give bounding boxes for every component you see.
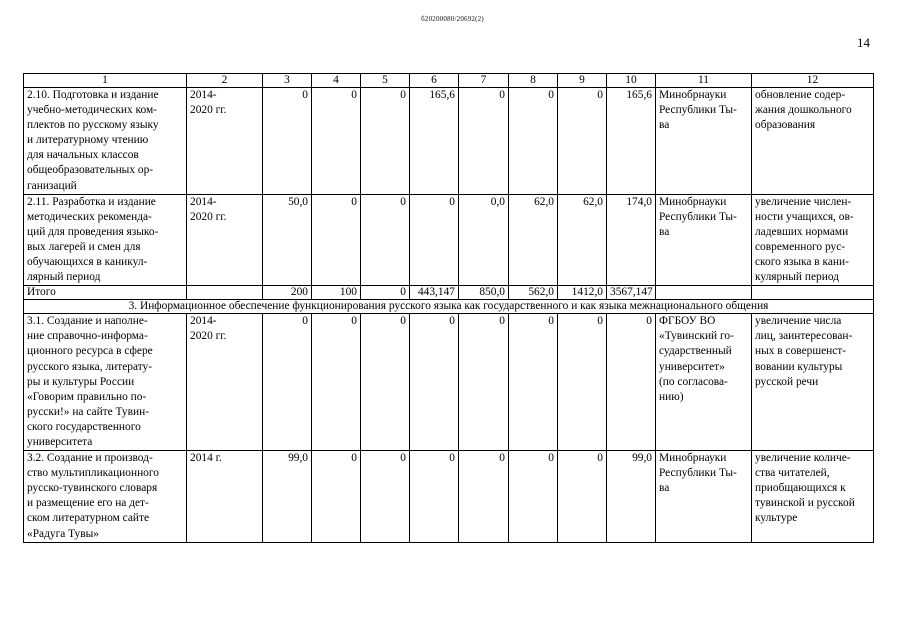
column-header: 3 (263, 74, 312, 88)
expected-result: обновление содер- жания дошкольного образования (752, 88, 874, 195)
value-cell: 0 (361, 194, 410, 286)
total-value: 3567,147 (607, 286, 656, 300)
measure-name: 2.10. Подготовка и издание учебно-методических ком- плектов по русскому языку и литературному чтению для начальных классов общеобразовательных ор- ганизаций (24, 88, 187, 195)
total-value: 0 (361, 286, 410, 300)
value-cell: 0 (312, 314, 361, 451)
period: 2014- 2020 гг. (187, 314, 263, 451)
column-header: 1 (24, 74, 187, 88)
column-header: 10 (607, 74, 656, 88)
total-row (24, 286, 874, 300)
value-cell: 50,0 (263, 194, 312, 286)
column-header: 5 (361, 74, 410, 88)
value-cell: 165,6 (410, 88, 459, 195)
value-cell: 0 (607, 314, 656, 451)
column-header: 9 (558, 74, 607, 88)
expected-result: увеличение числен- ности учащихся, ов- ладевших нормами современного рус- ского языка в кани- кулярный период (752, 194, 874, 286)
value-cell: 0 (558, 451, 607, 543)
value-cell: 0 (459, 451, 509, 543)
period: 2014 г. (187, 451, 263, 543)
column-header: 4 (312, 74, 361, 88)
expected-result: увеличение числа лиц, заинтересован- ных в совершенст- вовании культуры русской речи (752, 314, 874, 451)
table-row (24, 314, 874, 451)
table-row (24, 194, 874, 286)
value-cell: 0 (509, 88, 558, 195)
table-row (24, 451, 874, 543)
value-cell: 0 (558, 314, 607, 451)
period: 2014- 2020 гг. (187, 88, 263, 195)
measure-name: 3.1. Создание и наполне- ние справочно-информа- ционного ресурса в сфере русского языка, литерату- ры и культуры России «Говорим правильно по- русски!» на сайте Тувин- ского государственного университета (24, 314, 187, 451)
value-cell: 0 (410, 314, 459, 451)
period: 2014- 2020 гг. (187, 194, 263, 286)
total-value: 562,0 (509, 286, 558, 300)
empty-cell (656, 286, 752, 300)
executor: Минобрнауки Республики Ты- ва (656, 88, 752, 195)
value-cell: 0 (312, 88, 361, 195)
value-cell: 174,0 (607, 194, 656, 286)
value-cell: 0 (361, 451, 410, 543)
value-cell: 0 (312, 194, 361, 286)
value-cell: 0 (263, 314, 312, 451)
column-header: 6 (410, 74, 459, 88)
value-cell: 0 (509, 314, 558, 451)
executor: Минобрнауки Республики Ты- ва (656, 451, 752, 543)
page-number: 14 (857, 35, 870, 50)
total-value: 850,0 (459, 286, 509, 300)
column-header: 8 (509, 74, 558, 88)
column-header: 12 (752, 74, 874, 88)
program-table (23, 73, 874, 543)
expected-result: увеличение количе- ства читателей, приобщающихся к тувинской и русской культуре (752, 451, 874, 543)
value-cell: 99,0 (263, 451, 312, 543)
value-cell: 0 (459, 88, 509, 195)
column-header: 7 (459, 74, 509, 88)
value-cell: 0 (509, 451, 558, 543)
total-value: 200 (263, 286, 312, 300)
value-cell: 0 (361, 314, 410, 451)
total-value: 443,147 (410, 286, 459, 300)
total-value: 1412,0 (558, 286, 607, 300)
executor: ФГБОУ ВО «Тувинский го- сударственный университет» (по согласова- нию) (656, 314, 752, 451)
measure-name: 2.11. Разработка и издание методических рекоменда- ций для проведения языко- вых лагерей и смен для обучающихся в каникул- лярный период (24, 194, 187, 286)
document-code: б20200080/20692(2) (421, 15, 484, 23)
value-cell: 0 (558, 88, 607, 195)
table-row (24, 88, 874, 195)
value-cell: 62,0 (509, 194, 558, 286)
total-value: 100 (312, 286, 361, 300)
value-cell: 0 (361, 88, 410, 195)
value-cell: 0 (459, 314, 509, 451)
total-label: Итого (24, 286, 187, 300)
column-header: 2 (187, 74, 263, 88)
empty-cell (752, 286, 874, 300)
column-number-row (24, 74, 874, 88)
value-cell: 0 (263, 88, 312, 195)
measure-name: 3.2. Создание и производ- ство мультипликационного русско-тувинского словаря и размещение его на дет- ском литературном сайте «Радуга Тувы» (24, 451, 187, 543)
executor: Минобрнауки Республики Ты- ва (656, 194, 752, 286)
value-cell: 165,6 (607, 88, 656, 195)
value-cell: 0 (410, 451, 459, 543)
value-cell: 62,0 (558, 194, 607, 286)
empty-cell (187, 286, 263, 300)
column-header: 11 (656, 74, 752, 88)
value-cell: 99,0 (607, 451, 656, 543)
value-cell: 0 (312, 451, 361, 543)
value-cell: 0 (410, 194, 459, 286)
section-row (24, 300, 874, 314)
value-cell: 0,0 (459, 194, 509, 286)
section-title: 3. Информационное обеспечение функционирования русского языка как государственного и как языка межнационального общения (24, 300, 874, 314)
